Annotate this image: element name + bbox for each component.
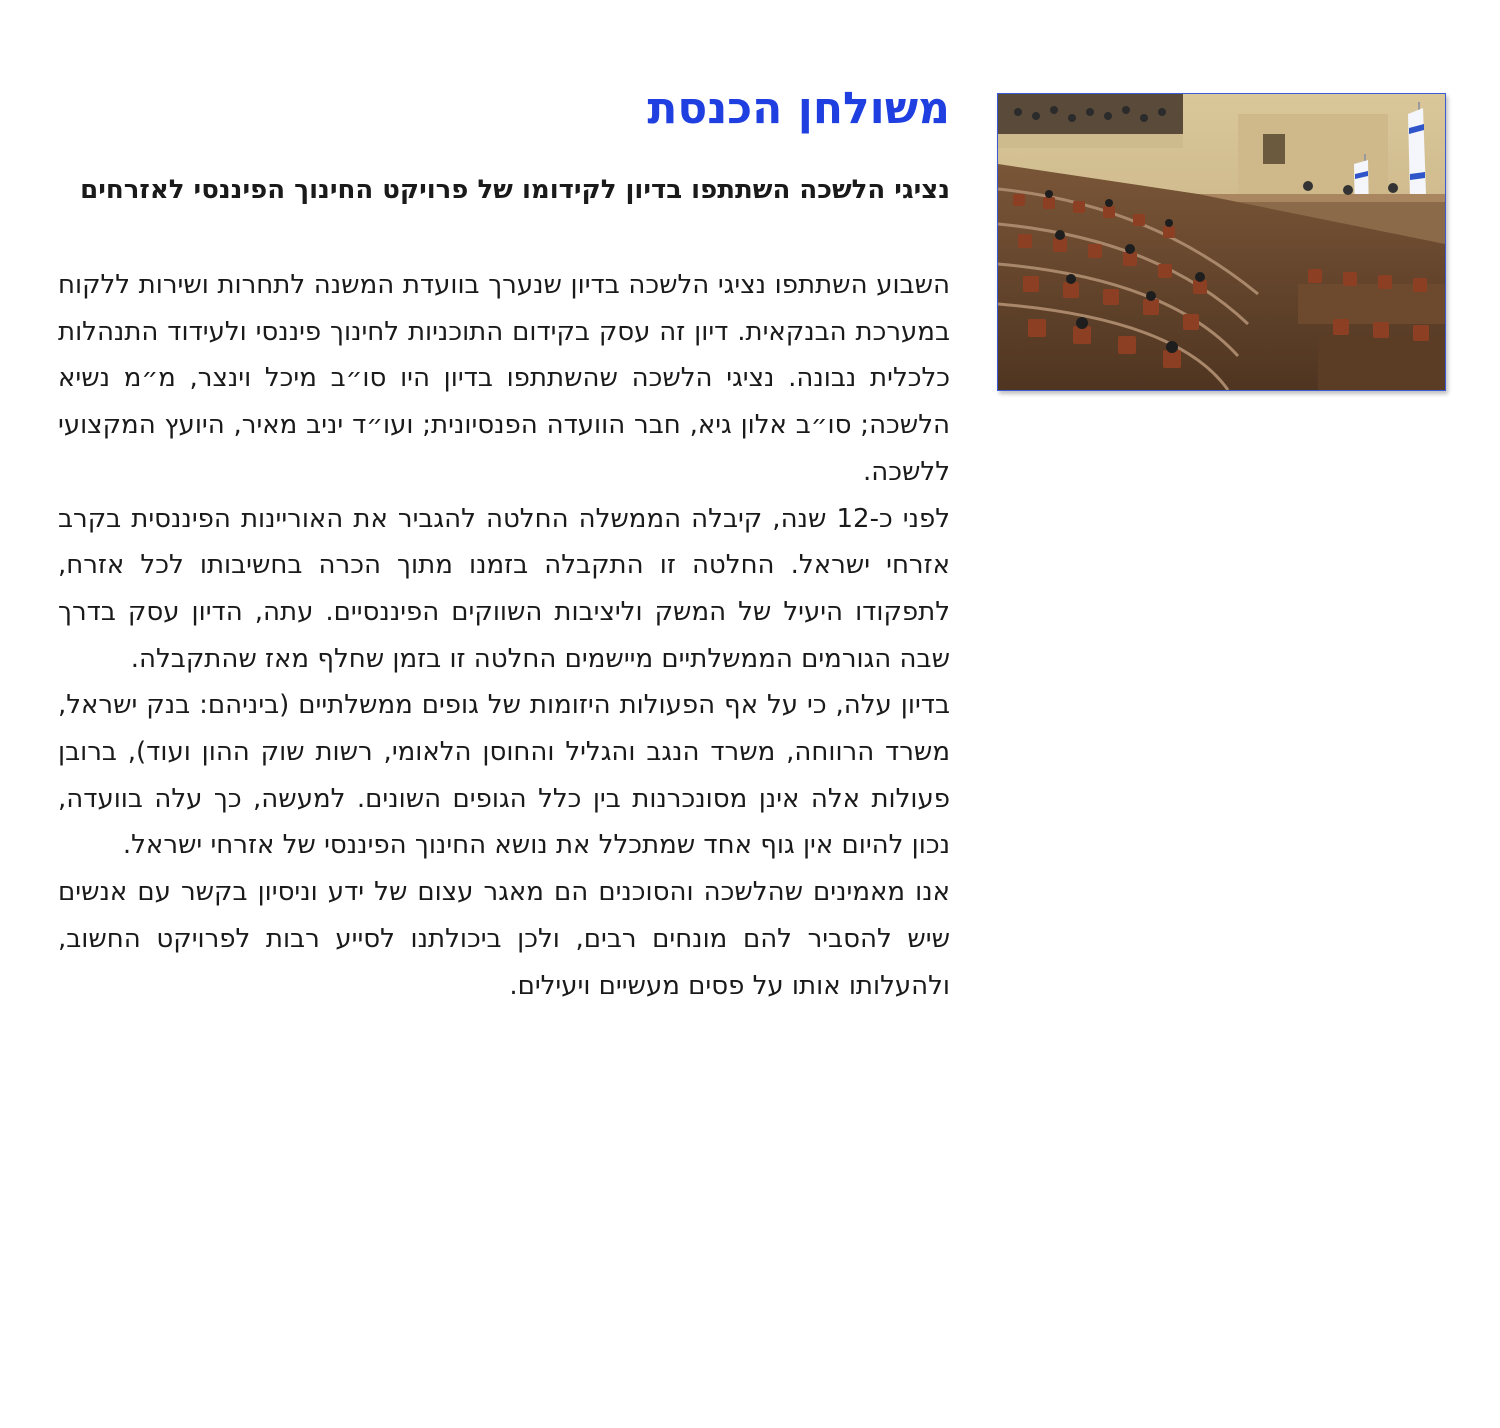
article-paragraph: בדיון עלה, כי על אף הפעולות היזומות של גופים ממשלתיים (ביניהם: בנק ישראל, משרד הרווחה, משרד הנגב והגליל והחוסן הלאומי, רשות שוק ההון ועוד), ברובן פעולות אלה אינן מסונכרנות בין כלל הגופים השונים. למעשה, כך עלה בוועדה, נכון להיום אין גוף אחד שמתכלל את נושא החינוך הפיננסי של אזרחי ישראל.: [58, 690, 950, 861]
article-paragraph: השבוע השתתפו נציגי הלשכה בדיון שנערך בוועדת המשנה לתחרות ושירות ללקוח במערכת הבנקאית. דיון זה עסק בקידום התוכניות לחינוך פיננסי ולעידוד התנהלות כלכלית נבונה. נציגי הלשכה שהשתתפו בדיון היו סו״ב מיכל וינצר, מ״מ נשיא הלשכה; סו״ב אלון גיא, חבר הוועדה הפנסיונית; ועו״ד יניב מאיר, היועץ המקצועי ללשכה.: [58, 270, 950, 487]
article-subtitle: נציגי הלשכה השתתפו בדיון לקידומו של פרויקט החינוך הפיננסי לאזרחים: [80, 175, 950, 205]
article-title: משולחן הכנסת: [647, 83, 950, 134]
article-body: [58, 262, 950, 1009]
knesset-plenum-illustration: [998, 94, 1445, 390]
article-paragraph: אנו מאמינים שהלשכה והסוכנים הם מאגר עצום של ידע וניסיון בקשר עם אנשים שיש להסביר להם מונחים רבים, ולכן ביכולתנו לסייע רבות לפרויקט החשוב, ולהעלותו אותו על פסים מעשיים ויעילים.: [58, 877, 950, 1001]
knesset-plenum-photo: [997, 93, 1446, 391]
article-paragraph: לפני כ-12 שנה, קיבלה הממשלה החלטה להגביר את האוריינות הפיננסית בקרב אזרחי ישראל. החלטה זו התקבלה בזמנו מתוך הכרה בחשיבותו לכל אזרח, לתפקודו היעיל של המשק וליציבות השווקים הפיננסיים. עתה, הדיון עסק בדרך שבה הגורמים הממשלתיים מיישמים החלטה זו בזמן שחלף מאז שהתקבלה.: [58, 503, 951, 674]
article: [58, 78, 950, 1009]
